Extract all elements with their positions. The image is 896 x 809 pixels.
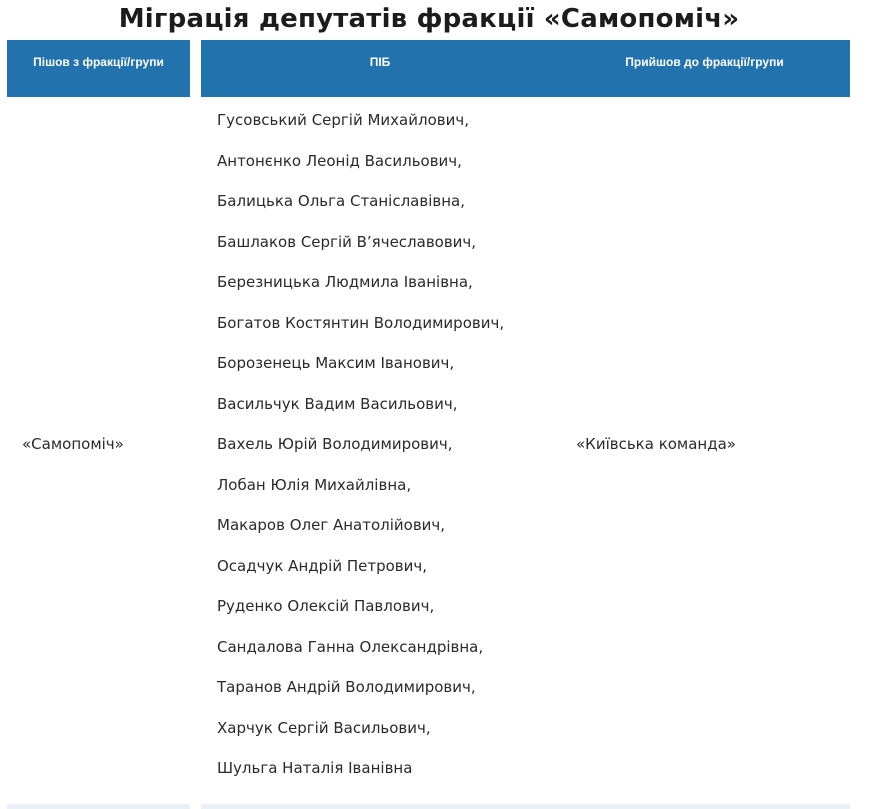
deputy-name: Сандалова Ганна Олександрівна, — [217, 637, 484, 656]
deputy-name: Балицька Ольга Станіславівна, — [217, 192, 465, 210]
deputy-name: Борозенець Максим Іванович, — [217, 354, 455, 372]
column-header-name — [201, 40, 559, 97]
to-faction-cell: «Київська команда» — [576, 435, 736, 453]
deputy-name: Богатов Костянтин Володимирович, — [217, 313, 505, 332]
deputy-name: Вахель Юрій Володимирович, — [217, 435, 453, 453]
deputy-name: Лобан Юлія Михайлівна, — [217, 475, 412, 494]
deputy-name: Гусовський Сергій Михайлович, — [217, 111, 469, 129]
deputy-name: Шульга Наталія Іванівна — [217, 759, 413, 777]
column-header-to-label: Прийшов до фракції/групи — [625, 54, 784, 69]
deputy-name: Харчук Сергій Васильович, — [217, 718, 431, 737]
page-title: Міграція депутатів фракції «Самопоміч» — [118, 4, 740, 34]
deputy-name: Васильчук Вадим Васильович, — [217, 394, 458, 413]
column-header-from-label: Пішов з фракції/групи — [33, 54, 164, 69]
deputy-name: Башлаков Сергій В’ячеславович, — [217, 232, 477, 251]
deputy-name: Таранов Андрій Володимирович, — [217, 678, 476, 696]
deputy-name: Руденко Олексій Павлович, — [217, 597, 435, 615]
next-row-strip-from — [7, 804, 190, 809]
from-faction-cell: «Самопоміч» — [22, 435, 124, 453]
column-header-to — [559, 40, 850, 97]
deputies-list — [217, 110, 504, 799]
deputy-name: Макаров Олег Анатолійович, — [217, 516, 446, 534]
deputy-name: Березницька Людмила Іванівна, — [217, 273, 473, 291]
next-row-strip-name — [201, 804, 850, 809]
column-header-name-label: ПІБ — [369, 54, 391, 69]
deputy-name: Осадчук Андрій Петрович, — [217, 556, 427, 575]
deputy-name: Антонєнко Леонід Васильович, — [217, 151, 462, 170]
column-header-from — [7, 40, 190, 97]
